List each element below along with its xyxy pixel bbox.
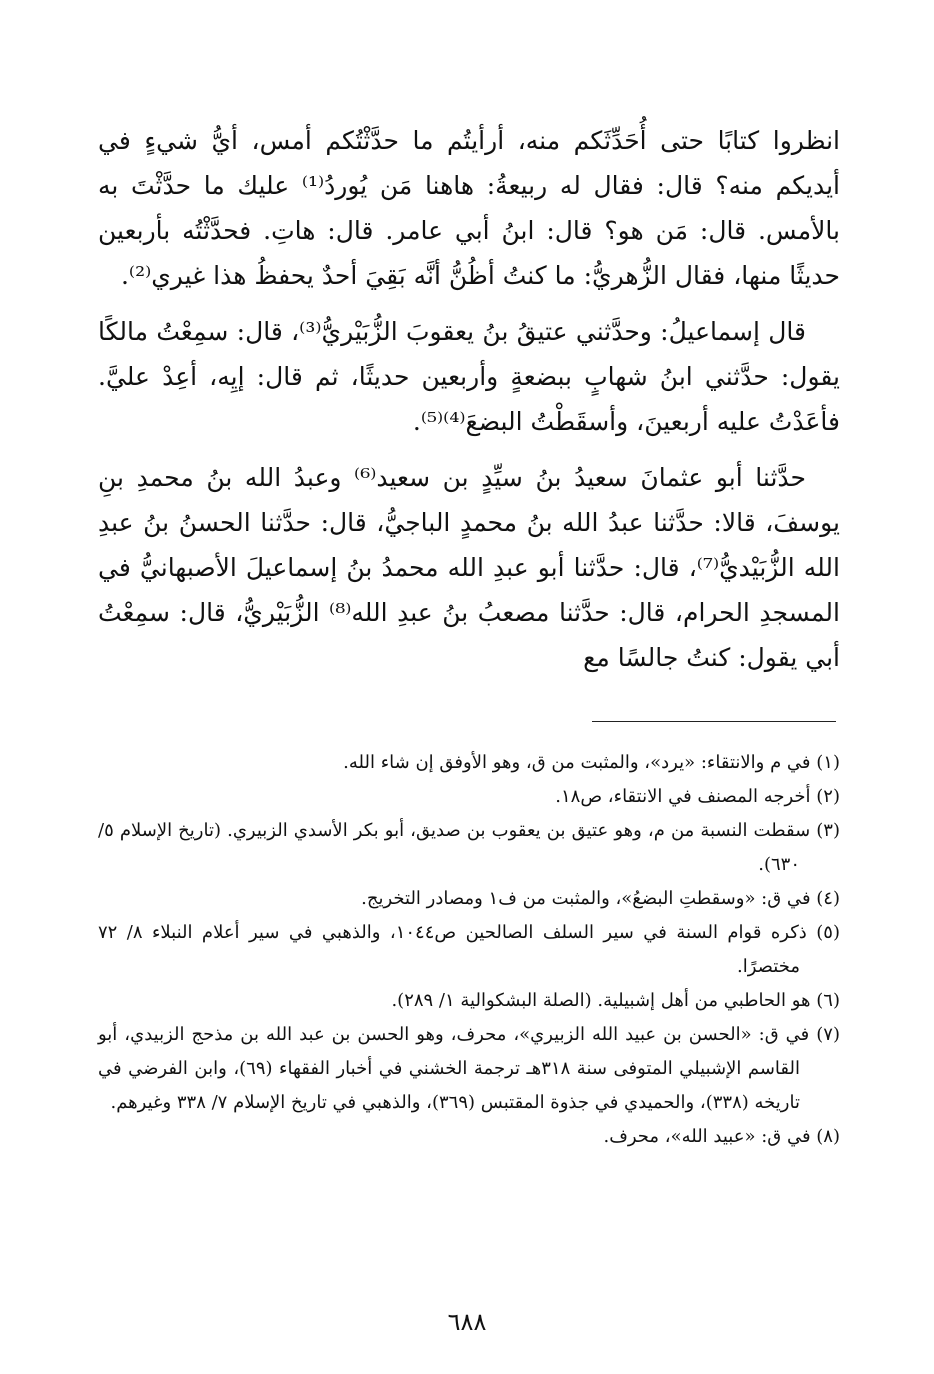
footnote-3: (٣) سقطت النسبة من م، وهو عتيق بن يعقوب بن صديق، أبو بكر الأسدي الزبيري. (تاريخ الإسلام ٥/ ٦٣٠). xyxy=(98,820,840,875)
footnote-5: (٥) ذكره قوام السنة في سير السلف الصالحين ص١٠٤٤، والذهبي في سير أعلام النبلاء ٨/ ٧٢ مختصرًا. xyxy=(98,922,840,977)
footnote-1: (١) في م والانتقاء: «يرد»، والمثبت من ق، وهو الأوفق إن شاء الله. xyxy=(343,752,840,773)
footnote-divider xyxy=(592,721,836,722)
footnotes-block xyxy=(98,746,840,1154)
footnote-7: (٧) في ق: «الحسن بن عبيد الله الزبيري»، محرف، وهو الحسن بن عبد الله بن مذحج الزبيدي، أبو القاسم الإشبيلي المتوفى سنة ٣١٨هـ ترجمة الخشني في أخبار الفقهاء (٦٩)، وابن الفرضي في تاريخه (٣٣٨)، والحميدي في جذوة المقتبس (٣٦٩)، والذهبي في تاريخ الإسلام ٧/ ٣٣٨ وغيرهم. xyxy=(98,1024,840,1113)
footnote-6: (٦) هو الحاطبي من أهل إشبيلية. (الصلة البشكوالية ١/ ٢٨٩). xyxy=(391,990,840,1011)
main-text-block xyxy=(98,118,840,691)
paragraph-2: قال إسماعيلُ: وحدَّثني عتيقُ بنُ يعقوبَ الزُّبَيْريُّ⁽³⁾، قال: سمِعْتُ مالكًا يقول: حدَّثني ابنُ شهابٍ ببضعةٍ وأربعين حديثًا، ثم قال: إيِه، أعِدْ عليَّ. فأعَدْتُ عليه أربعينَ، وأسقَطْتُ البضعَ⁽⁴⁾⁽⁵⁾. xyxy=(98,317,840,436)
page-number: ٦٨٨ xyxy=(447,1308,487,1336)
footnote-4: (٤) في ق: «وسقطتِ البضعُ»، والمثبت من ف١ ومصادر التخريج. xyxy=(361,888,840,909)
footnote-2: (٢) أخرجه المصنف في الانتقاء، ص١٨. xyxy=(555,786,840,807)
footnote-8: (٨) في ق: «عبيد الله»، محرف. xyxy=(603,1126,840,1147)
paragraph-3: حدَّثنا أبو عثمانَ سعيدُ بنُ سيِّدٍ بن سعيد⁽⁶⁾ وعبدُ الله بنُ محمدِ بنِ يوسفَ، قالا: حدَّثنا عبدُ الله بنُ محمدٍ الباجيُّ، قال: حدَّثنا الحسنُ بنُ عبدِ الله الزُّبَيْديُّ⁽⁷⁾، قال: حدَّثنا أبو عبدِ الله محمدُ بنُ إسماعيلَ الأصبهانيُّ في المسجدِ الحرام، قال: حدَّثنا مصعبُ بنُ عبدِ الله⁽⁸⁾ الزُّبَيْريُّ، قال: سمِعْتُ أبي يقول: كنتُ جالسًا مع xyxy=(98,463,840,672)
paragraph-1: انظروا كتابًا حتى أُحَدِّثَكم منه، أرأيتُم ما حدَّثْتُكم أمس، أيُّ شيءٍ في أيديكم منه؟ قال: فقال له ربيعةُ: هاهنا مَن يُوردُ⁽¹⁾ عليك ما حدَّثْتَ به بالأمس. قال: مَن هو؟ قال: ابنُ أبي عامر. قال: هاتِ. فحدَّثْتُه بأربعين حديثًا منها، فقال الزُّهريُّ: ما كنتُ أظُنُّ أنَّه بَقِيَ أحدٌ يحفظُ هذا غيري⁽²⁾. xyxy=(98,126,841,290)
